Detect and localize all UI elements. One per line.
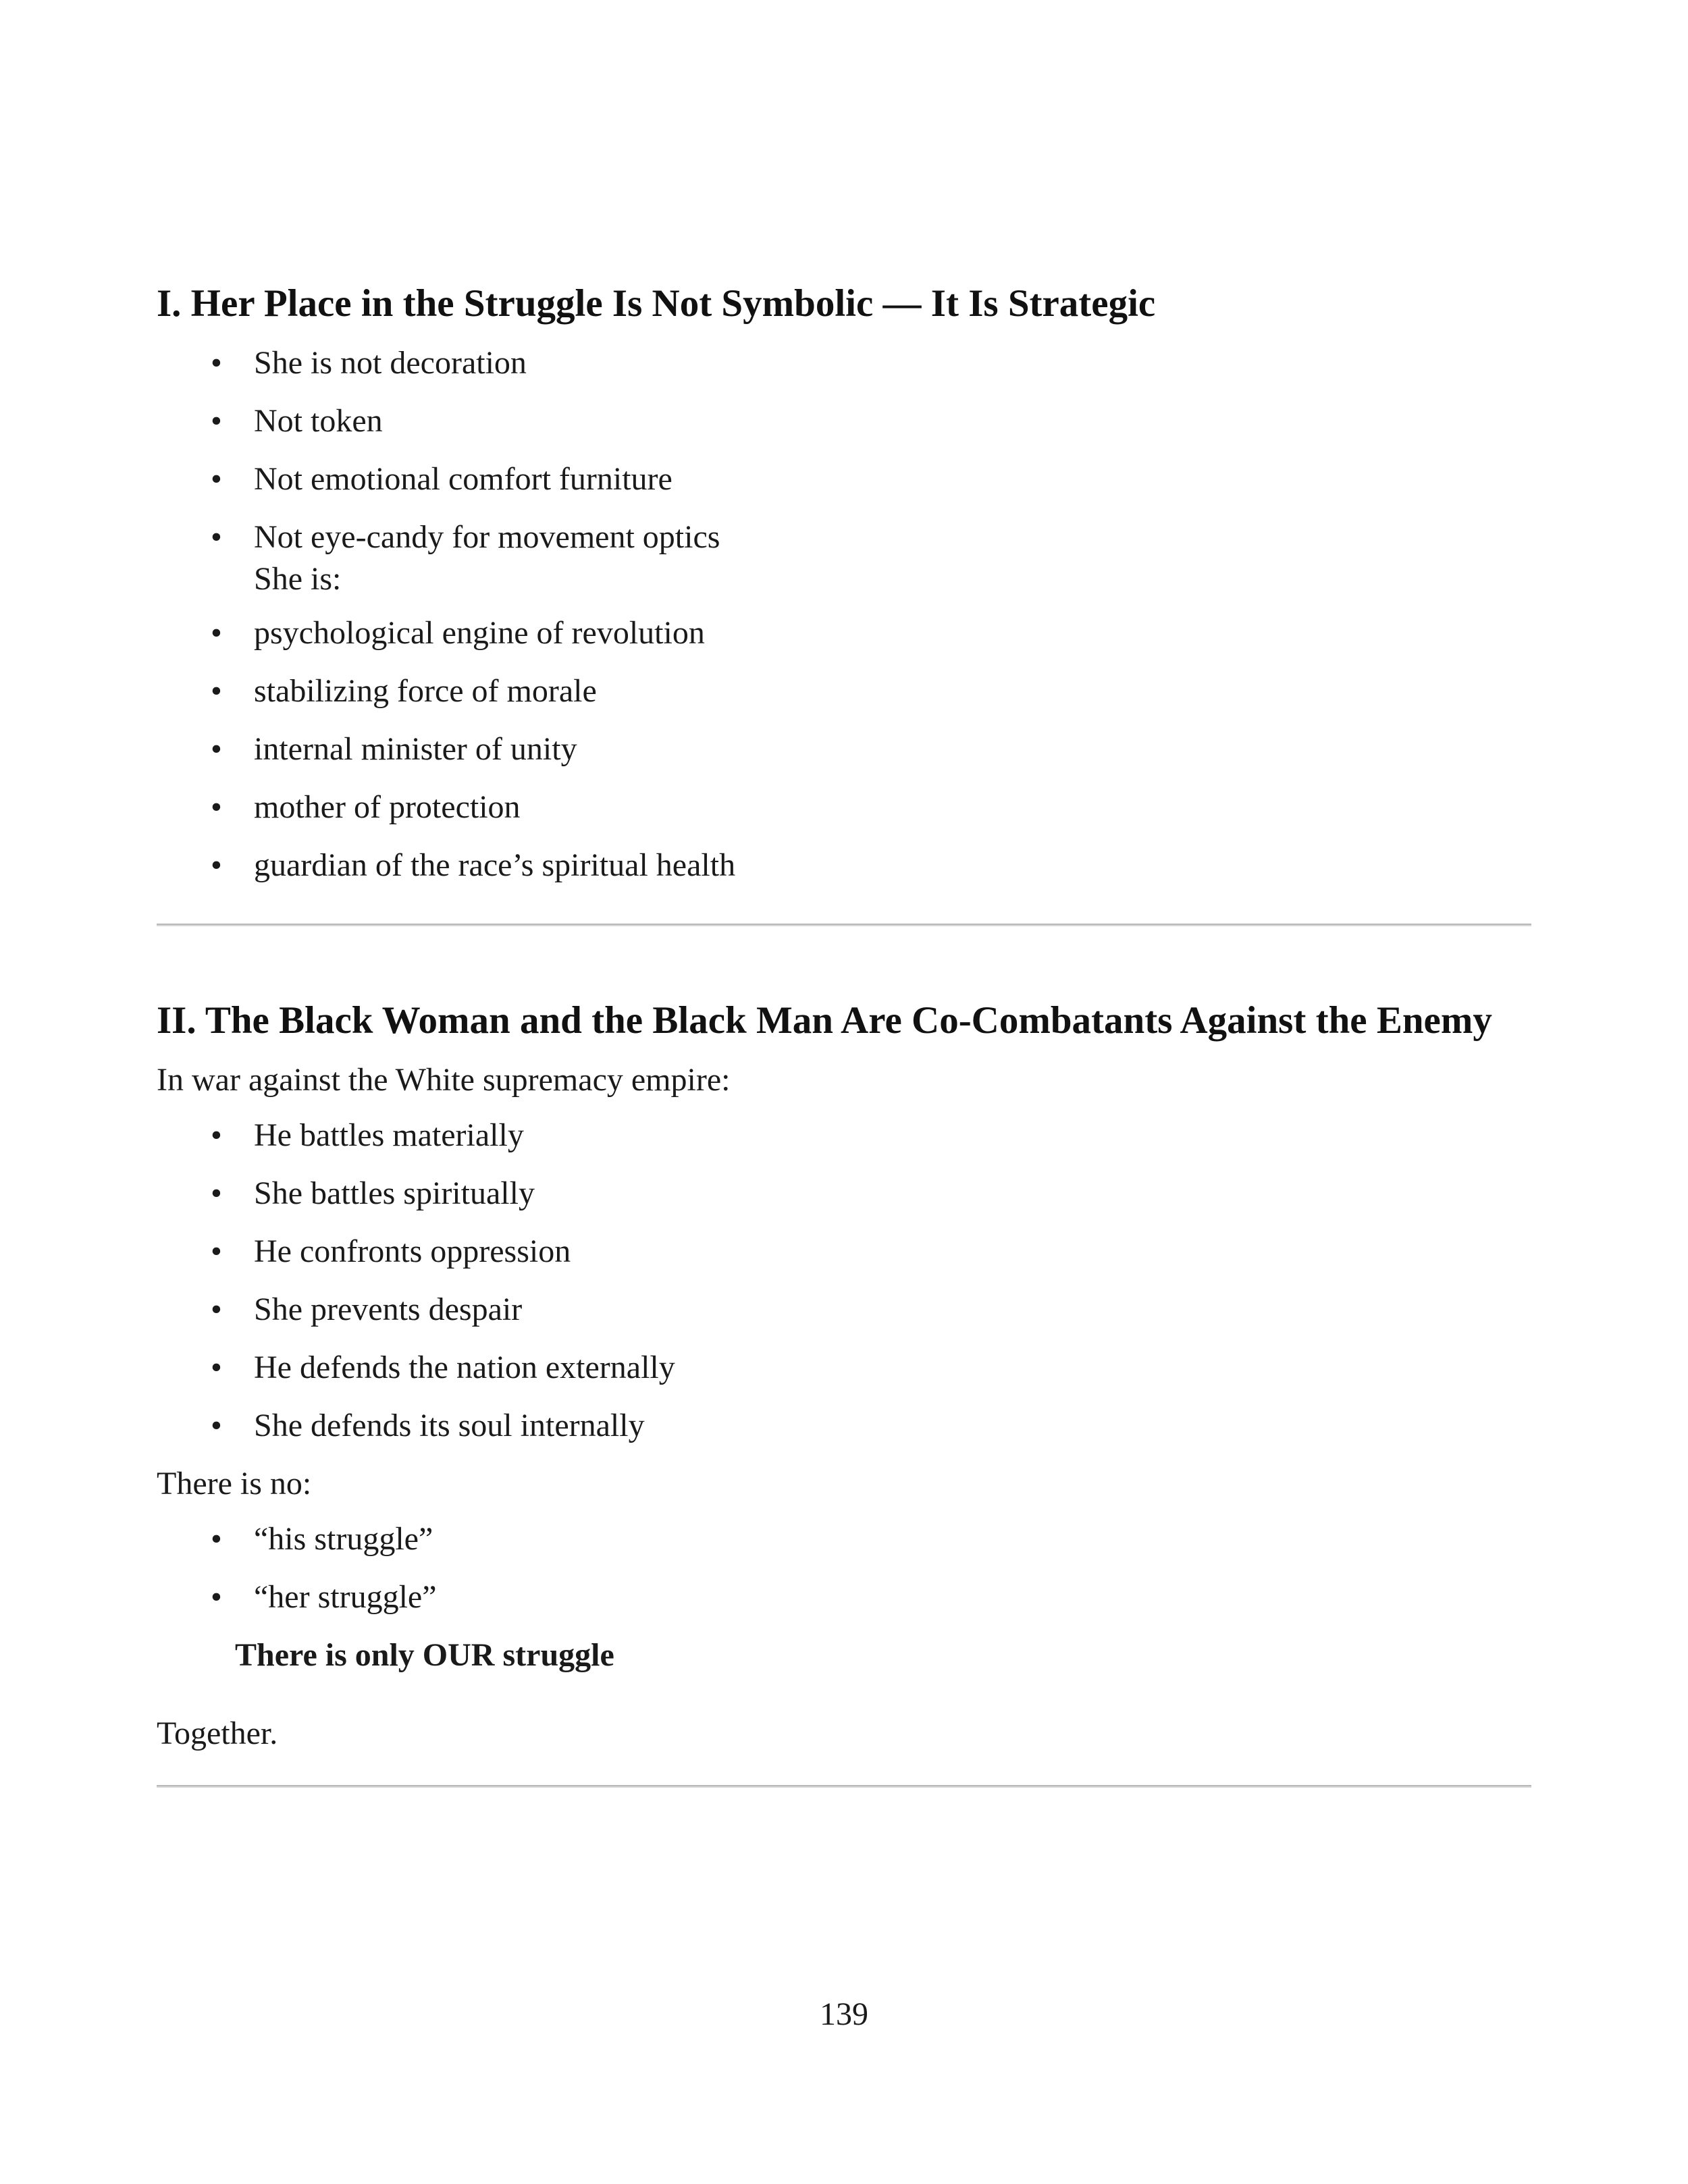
bullet-icon: • bbox=[211, 1175, 222, 1211]
bullet-icon: • bbox=[211, 1521, 222, 1557]
section-2-heading: II. The Black Woman and the Black Man Are Co-Combatants Against the Enemy bbox=[157, 999, 1492, 1042]
bullet-icon: • bbox=[211, 731, 222, 767]
list-item: • mother of protection bbox=[211, 789, 521, 825]
bullet-icon: • bbox=[211, 673, 222, 709]
bullet-icon: • bbox=[211, 1579, 222, 1615]
list-item: • Not eye-candy for movement optics bbox=[211, 519, 720, 555]
list-item: • internal minister of unity bbox=[211, 731, 577, 767]
list-item: • She is not decoration bbox=[211, 345, 527, 381]
list-item: • “her struggle” bbox=[211, 1579, 437, 1615]
page-number: 139 bbox=[820, 1996, 868, 2032]
list-item: • He battles materially bbox=[211, 1117, 524, 1153]
our-struggle-emphasis: There is only OUR struggle bbox=[235, 1637, 614, 1673]
bullet-icon: • bbox=[211, 615, 222, 651]
list-item: • Not token bbox=[211, 403, 383, 439]
bullet-icon: • bbox=[211, 461, 222, 497]
there-is-no-label: There is no: bbox=[157, 1466, 312, 1501]
she-is-label: She is: bbox=[254, 561, 342, 597]
bullet-icon: • bbox=[211, 1117, 222, 1153]
bullet-icon: • bbox=[211, 847, 222, 883]
bullet-icon: • bbox=[211, 519, 222, 555]
bullet-icon: • bbox=[211, 1350, 222, 1385]
closing-text: Together. bbox=[157, 1715, 278, 1751]
list-item: • stabilizing force of morale bbox=[211, 673, 597, 709]
list-item: • guardian of the race’s spiritual health bbox=[211, 847, 736, 883]
section-2-intro: In war against the White supremacy empire: bbox=[157, 1062, 731, 1098]
bullet-icon: • bbox=[211, 1408, 222, 1443]
list-item: • She prevents despair bbox=[211, 1291, 523, 1327]
bullet-icon: • bbox=[211, 403, 222, 439]
list-item: • Not emotional comfort furniture bbox=[211, 461, 672, 497]
list-item: • She battles spiritually bbox=[211, 1175, 535, 1211]
bullet-icon: • bbox=[211, 345, 222, 381]
bullet-icon: • bbox=[211, 789, 222, 825]
list-item: • He defends the nation externally bbox=[211, 1350, 675, 1385]
section-1-heading: I. Her Place in the Struggle Is Not Symbolic — It Is Strategic bbox=[157, 282, 1156, 325]
list-item: • She defends its soul internally bbox=[211, 1408, 645, 1443]
bullet-icon: • bbox=[211, 1291, 222, 1327]
bullet-icon: • bbox=[211, 1233, 222, 1269]
list-item: • “his struggle” bbox=[211, 1521, 433, 1557]
list-item: • psychological engine of revolution bbox=[211, 615, 705, 651]
section-divider bbox=[157, 924, 1531, 926]
list-item: • He confronts oppression bbox=[211, 1233, 571, 1269]
section-divider bbox=[157, 1785, 1531, 1788]
